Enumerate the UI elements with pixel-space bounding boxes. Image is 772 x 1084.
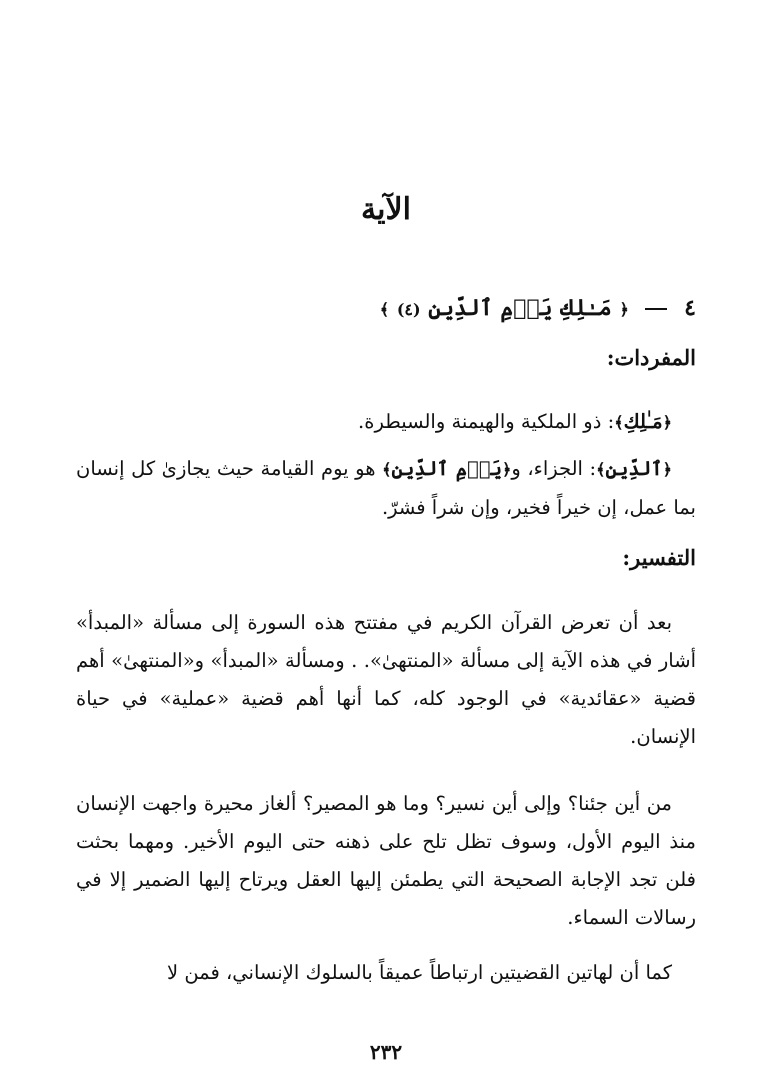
- verse-text: مَـٰلِكِ يَوۡمِ ٱلدِّينِ: [428, 295, 612, 321]
- word-close-bracket: ﴾: [382, 460, 392, 479]
- verse-close-bracket: ﴾: [379, 300, 390, 319]
- verse-dash: [645, 308, 667, 310]
- verse-line: [76, 290, 696, 328]
- vocab-connector: : الجزاء، و: [511, 457, 597, 480]
- vocab-word: مَـٰلِكِ: [623, 410, 663, 433]
- ayah-end-number: ٤: [404, 300, 413, 319]
- vocab-word: ٱلدِّينِ: [605, 457, 663, 480]
- word-open-bracket: ﴿: [662, 460, 672, 479]
- word-open-bracket: ﴿: [662, 413, 672, 432]
- word-close-bracket: ﴾: [596, 460, 606, 479]
- word-open-bracket: ﴿: [502, 460, 512, 479]
- body-paragraph: كما أن لهاتين القضيتين ارتباطاً عميقاً بالسلوك الإنساني، فمن لا: [167, 961, 672, 984]
- vocab-word-2: يَوۡمِ ٱلدِّينِ: [391, 457, 503, 480]
- vocab-definition: : ذو الملكية والهيمنة والسيطرة.: [358, 410, 615, 433]
- ayah-end-mark: (٤): [396, 300, 421, 319]
- vocab-definition: هو يوم القيامة حيث يجازىٰ كل إنسان بما عمل، إن خيراً فخير، وإن شراً فشرّ.: [76, 457, 696, 519]
- tafsir-heading: التفسير:: [622, 545, 696, 570]
- vocab-entry: [76, 450, 696, 527]
- body-paragraph: بعد أن تعرض القرآن الكريم في مفتتح هذه السورة إلى مسألة «المبدأ» أشار في هذه الآية إلى مسألة «المنتهىٰ». . ومسألة «المبدأ» و«المنتهىٰ» أهم قضية «عقائدية» في الوجود كله، كما أنها أهم قضية «عملية» في حياة الإنسان.: [76, 611, 696, 748]
- vocab-heading: المفردات:: [606, 345, 696, 370]
- word-close-bracket: ﴾: [614, 413, 624, 432]
- verse-open-bracket: ﴿: [619, 300, 629, 319]
- page-title: الآية: [361, 192, 411, 227]
- body-paragraph: من أين جئنا؟ وإلى أين نسير؟ وما هو المصير؟ ألغاز محيرة واجهت الإنسان منذ اليوم الأول، وسوف تظل تلح على ذهنه حتى اليوم الأخير. ومهما بحثت فلن تجد الإجابة الصحيحة التي يطمئن إليها العقل ويرتاح إليها الضمير إلا في رسالات السماء.: [76, 792, 696, 929]
- page-number: ٢٣٢: [369, 1040, 403, 1064]
- vocab-entry: [76, 404, 696, 441]
- verse-number: ٤: [684, 295, 696, 321]
